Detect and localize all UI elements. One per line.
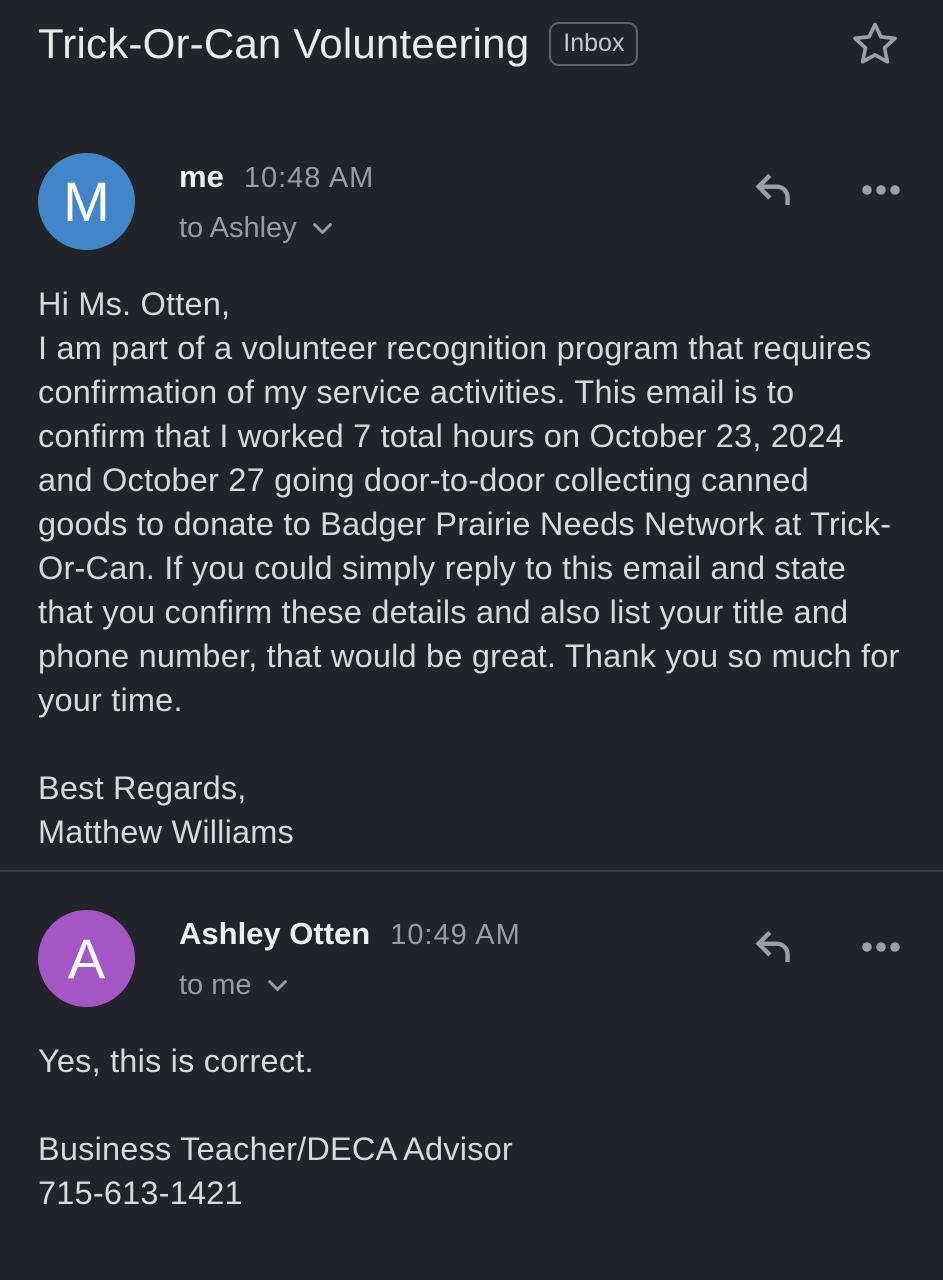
body-line: I am part of a volunteer recognition program that requires confirmation of my service activities. This email is to confirm that I worked 7 total hours on October 23, 2024 and October 27 going door-to-door collecting canned goods to donate to Badger Prairie Needs Network at Trick-Or-Can. If you could simply reply to this email and state that you confirm these details and also list your title and phone number, that would be great. Thank you so much for your time. bbox=[38, 330, 900, 718]
body-line bbox=[38, 722, 905, 766]
message-header bbox=[38, 910, 905, 1007]
avatar[interactable] bbox=[38, 153, 135, 250]
more-options-icon bbox=[857, 932, 905, 962]
chevron-down-icon bbox=[267, 979, 288, 993]
sender-name: Ashley Otten bbox=[179, 916, 371, 951]
chevron-down-icon bbox=[312, 222, 333, 236]
body-line: Hi Ms. Otten, bbox=[38, 286, 231, 322]
message-meta bbox=[179, 910, 521, 1002]
more-options-button[interactable] bbox=[857, 175, 905, 205]
body-line: Best Regards, bbox=[38, 770, 247, 806]
message-divider bbox=[0, 870, 943, 872]
body-line: 715-613-1421 bbox=[38, 1175, 243, 1211]
reply-icon bbox=[749, 922, 799, 972]
body-line: Business Teacher/DECA Advisor bbox=[38, 1131, 513, 1167]
more-options-button[interactable] bbox=[857, 932, 905, 962]
star-button[interactable] bbox=[849, 18, 901, 70]
body-line: Matthew Williams bbox=[38, 814, 295, 850]
message-header bbox=[38, 153, 905, 250]
timestamp: 10:49 AM bbox=[390, 919, 521, 951]
avatar-letter: M bbox=[63, 170, 110, 233]
avatar[interactable] bbox=[38, 910, 135, 1007]
message-meta bbox=[179, 153, 374, 245]
recipient-row[interactable] bbox=[179, 212, 374, 245]
thread-header bbox=[0, 0, 943, 70]
more-options-icon bbox=[857, 175, 905, 205]
message-from-me bbox=[0, 153, 943, 854]
star-icon bbox=[849, 18, 901, 70]
reply-icon bbox=[749, 165, 799, 215]
inbox-label-chip[interactable]: Inbox bbox=[549, 22, 638, 66]
thread-subject: Trick-Or-Can Volunteering bbox=[38, 20, 530, 67]
message-from-ashley bbox=[0, 910, 943, 1215]
reply-button[interactable] bbox=[749, 922, 799, 972]
sender-name: me bbox=[179, 159, 224, 194]
recipient-row[interactable] bbox=[179, 969, 521, 1002]
message-body bbox=[38, 1039, 905, 1215]
message-actions bbox=[749, 910, 905, 972]
body-line bbox=[38, 1083, 905, 1127]
avatar-letter: A bbox=[67, 927, 106, 990]
message-body bbox=[38, 282, 905, 854]
message-actions bbox=[749, 153, 905, 215]
body-line: Yes, this is correct. bbox=[38, 1043, 314, 1079]
recipient-label: to me bbox=[179, 969, 252, 1001]
timestamp: 10:48 AM bbox=[243, 162, 375, 194]
reply-button[interactable] bbox=[749, 165, 799, 215]
recipient-label: to Ashley bbox=[179, 212, 297, 244]
